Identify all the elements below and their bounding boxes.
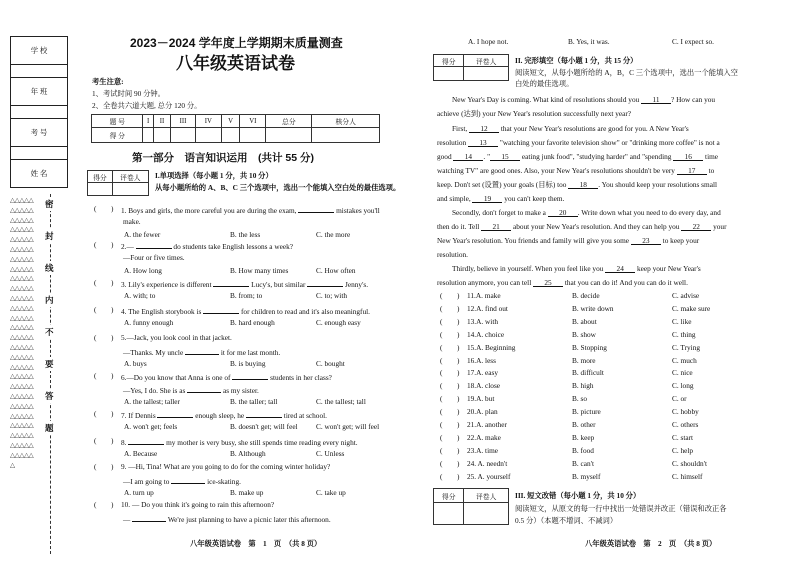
answer-option[interactable]: C. Trying	[672, 342, 700, 352]
answer-option[interactable]: C. hobby	[672, 407, 699, 417]
answer-bracket[interactable]: ( )	[440, 381, 460, 391]
score-table-header: IV	[195, 115, 221, 128]
answer-bracket[interactable]: ( )	[440, 445, 460, 455]
exam-number-blank[interactable]	[11, 147, 68, 160]
cloze-blank[interactable]: 15	[490, 153, 520, 161]
answer-option[interactable]: C. take up	[316, 488, 346, 497]
passage-line: resolution anymore, you can tell 25 that you can do it! And you can do it well.	[437, 278, 688, 287]
answer-bracket[interactable]: ( )	[440, 458, 460, 468]
answer-option[interactable]: B. myself	[572, 471, 601, 481]
answer-option[interactable]: B. picture	[572, 407, 601, 417]
section2-instruction: 白处的最佳选项。	[515, 79, 574, 88]
name-field: 姓 名	[11, 160, 68, 188]
score-cell[interactable]	[240, 128, 266, 143]
section3-instruction: 0.5 分）（本题不增词、不减词）	[515, 516, 618, 525]
exam-title: 2023－2024 学年度上学期期末质量测查	[130, 36, 343, 50]
passage-line: Secondly, don't forget to make a 20 . Write down what you need to do every day, and	[452, 208, 721, 217]
answer-option[interactable]: C. the more	[316, 230, 351, 239]
cloze-blank[interactable]: 25	[533, 279, 563, 287]
passage-line: achieve (达到) your New Year's resolution successfully next year?	[437, 109, 632, 118]
passage-line: then do it. Tell 21 about your New Year's resolution. And they can help you 22 your	[437, 222, 727, 231]
question-cont: —Thanks. My uncle it for me last month.	[123, 348, 281, 357]
answer-option[interactable]: 18.A. close	[467, 381, 501, 391]
passage-line: New Year's resolution. You friends and family will give you some 23 to keep your	[437, 236, 700, 245]
answer-option[interactable]: C. the tallest; tall	[316, 397, 366, 406]
answer-blank[interactable]	[136, 241, 172, 249]
answer-option[interactable]: A. funny enough	[124, 318, 174, 327]
score-cell[interactable]	[312, 128, 380, 143]
answer-blank[interactable]	[213, 279, 249, 287]
answer-option[interactable]: B. so	[572, 394, 588, 404]
cloze-blank[interactable]: 20	[548, 209, 578, 217]
question-stem: 4. The English storybook is for children to read and it's also meaningful.	[121, 307, 370, 316]
answer-blank[interactable]	[187, 385, 221, 393]
answer-blank[interactable]	[203, 306, 239, 314]
grader-name-label: 评卷人	[464, 489, 509, 503]
answer-option[interactable]: C. start	[672, 432, 694, 442]
answer-blank[interactable]	[298, 205, 334, 213]
answer-bracket[interactable]: ( )	[94, 305, 114, 314]
answer-option[interactable]: C. bought	[316, 359, 345, 368]
score-table-header: I	[143, 115, 153, 128]
cloze-blank[interactable]: 23	[631, 237, 661, 245]
score-table-header: V	[221, 115, 240, 128]
answer-option[interactable]: 13.A. with	[467, 316, 499, 326]
answer-option[interactable]: 17.A. easy	[467, 368, 499, 378]
answer-bracket[interactable]: ( )	[94, 409, 114, 418]
question-stem: 1. Boys and girls, the more careful you are during the exam, mistakes you'll	[121, 206, 380, 215]
answer-blank[interactable]	[128, 437, 164, 445]
question-cont: —I am going to ice-skating.	[123, 477, 241, 486]
score-cell[interactable]	[195, 128, 221, 143]
score-cell[interactable]	[153, 128, 170, 143]
seal-char: 封	[45, 231, 54, 241]
answer-option[interactable]: A. the tallest; taller	[124, 397, 180, 406]
answer-option[interactable]: B. more	[572, 355, 596, 365]
answer-option[interactable]: B. Stopping	[572, 342, 607, 352]
seal-char: 不	[45, 327, 54, 337]
answer-bracket[interactable]: ( )	[440, 342, 460, 352]
question-stem: 10. — Do you think it's going to rain this afternoon?	[121, 500, 275, 509]
question-stem: 9. —Hi, Tina! What are you going to do for the coming winter holiday?	[121, 462, 331, 471]
answer-option[interactable]: A. the fewer	[124, 230, 161, 239]
passage-line: and simple, 19 you can't keep them.	[437, 194, 565, 203]
answer-bracket[interactable]: ( )	[94, 278, 114, 287]
answer-bracket[interactable]: ( )	[94, 436, 114, 445]
answer-bracket[interactable]: ( )	[440, 291, 460, 300]
seal-char: 线	[45, 263, 54, 273]
grader-score-label: 得分	[434, 55, 464, 67]
answer-blank[interactable]	[246, 410, 282, 418]
answer-option[interactable]: C. Unless	[316, 449, 345, 458]
answer-option[interactable]: B. keep	[572, 432, 595, 442]
answer-option[interactable]: 24. A. needn't	[467, 458, 508, 468]
answer-blank[interactable]	[307, 279, 343, 287]
grader-name-cell[interactable]	[112, 183, 148, 196]
answer-option[interactable]: C. others	[672, 420, 699, 429]
answer-option[interactable]: C. or	[672, 394, 687, 404]
grader-score-cell[interactable]	[88, 183, 113, 196]
school-blank[interactable]	[11, 65, 68, 78]
answer-option[interactable]: B. from; to	[230, 291, 263, 300]
grader-score-cell[interactable]	[434, 503, 464, 525]
passage-line: good 14 . " 15 eating junk food", "studying harder" and "spending 16 time	[437, 152, 719, 161]
answer-option[interactable]: B. about	[572, 316, 597, 326]
exam-number-field: 考 号	[11, 119, 68, 147]
score-table-header: VI	[240, 115, 266, 128]
section2-title: II. 完形填空（每小题 1 分，共 15 分）	[515, 56, 638, 65]
question-stem: 5.—Jack, you look cool in that jacket.	[121, 333, 232, 342]
grader-box	[433, 488, 509, 525]
grader-score-cell[interactable]	[434, 67, 464, 81]
answer-option[interactable]: C. advise	[672, 291, 700, 300]
binding-strip	[4, 14, 86, 544]
class-field: 年 班	[11, 78, 68, 106]
answer-blank[interactable]	[232, 372, 268, 380]
answer-option[interactable]: C. enough easy	[316, 318, 361, 327]
answer-option[interactable]: B. food	[572, 445, 594, 455]
answer-option[interactable]: C. help	[672, 445, 694, 455]
answer-option[interactable]: 23.A. time	[467, 445, 499, 455]
q10-option: B. Yes, it was.	[568, 37, 610, 46]
answer-blank[interactable]	[157, 410, 193, 418]
score-table-header: 题 号	[92, 115, 143, 128]
passage-line: Thirdly, believe in yourself. When you feel like you 24 keep your New Year's	[452, 264, 701, 273]
answer-option[interactable]: 11.A. make	[467, 291, 501, 300]
class-blank[interactable]	[11, 106, 68, 119]
answer-option[interactable]: B. other	[572, 420, 596, 429]
passage-line: watching TV" are good ones. Also, your New Year's resolutions shouldn't be very 17 to	[437, 166, 715, 175]
part1-title: 第一部分 语言知识运用 (共计 55 分)	[132, 152, 315, 164]
answer-bracket[interactable]: ( )	[94, 333, 114, 342]
answer-bracket[interactable]: ( )	[440, 471, 460, 481]
answer-option[interactable]: B. show	[572, 329, 596, 339]
answer-option[interactable]: B. hard enough	[230, 318, 275, 327]
question-stem: 8. my mother is very busy, she still spends time reading every night.	[121, 438, 358, 447]
section3-title: III. 短文改错（每小题 1 分，共 10 分）	[515, 491, 641, 500]
cloze-blank[interactable]: 24	[605, 265, 635, 273]
question-cont: make.	[123, 217, 141, 226]
answer-option[interactable]: 19.A. but	[467, 394, 495, 404]
notes-heading: 考生注意:	[92, 77, 124, 86]
answer-option[interactable]: C. long	[672, 381, 694, 391]
answer-blank[interactable]	[171, 476, 205, 484]
section1-title: I.单项选择（每小题 1 分，共 10 分）	[155, 171, 273, 180]
question-stem: 7. If Dennis enough sleep, he tired at school.	[121, 411, 327, 420]
answer-option[interactable]: A. How long	[124, 266, 162, 275]
answer-option[interactable]: B. high	[572, 381, 594, 391]
score-table-header: 总分	[266, 115, 312, 128]
answer-option[interactable]: C. thing	[672, 329, 696, 339]
answer-bracket[interactable]: ( )	[440, 420, 460, 429]
paper-title: 八年级英语试卷	[176, 54, 295, 73]
answer-option[interactable]: B. is buying	[230, 359, 266, 368]
seal-char: 密	[45, 199, 54, 209]
passage-line: resolution.	[437, 250, 469, 259]
cloze-blank[interactable]: 12	[469, 125, 499, 133]
answer-option[interactable]: A. won't get; feels	[124, 422, 178, 431]
score-table-header: II	[153, 115, 170, 128]
cloze-blank[interactable]: 14	[453, 153, 483, 161]
passage-line: New Year's Day is coming. What kind of resolutions should you 11 ? How can you	[452, 95, 716, 104]
section1-instruction: 从每小题所给的 A、B、C 三个选项中，选出一个能填入空白处的最佳选项。	[155, 183, 401, 192]
question-stem: 3. Lily's experience is different Lucy's, but similar Jenny's.	[121, 280, 369, 289]
cloze-blank[interactable]: 11	[641, 96, 671, 104]
grader-name-cell[interactable]	[464, 67, 509, 81]
answer-bracket[interactable]: ( )	[94, 462, 114, 471]
answer-option[interactable]: B. Although	[230, 449, 266, 458]
answer-bracket[interactable]: ( )	[94, 500, 114, 509]
score-cell[interactable]	[266, 128, 312, 143]
score-cell[interactable]	[143, 128, 153, 143]
answer-option[interactable]: B. the taller; tall	[230, 397, 278, 406]
school-field: 学 校	[11, 37, 68, 65]
cloze-blank[interactable]: 22	[681, 223, 711, 231]
cloze-blank[interactable]: 21	[481, 223, 511, 231]
grader-name-cell[interactable]	[464, 503, 509, 525]
question-stem: 6.—Do you know that Anna is one of students in her class?	[121, 373, 332, 382]
score-row-label: 得 分	[92, 128, 143, 143]
section3-instruction: 阅读短文，从原文的每一行中找出一处错误并改正（错误和改正各	[515, 504, 727, 513]
answer-option[interactable]: C. like	[672, 316, 692, 326]
answer-option[interactable]: 14.A. choice	[467, 329, 505, 339]
note-item: 2、全卷共六道大题, 总分 120 分。	[92, 101, 202, 110]
cloze-blank[interactable]: 18	[568, 181, 598, 189]
passage-line: First, 12 that your New Year's resolutions are good for you. A New Year's	[452, 124, 689, 133]
answer-option[interactable]: B. write down	[572, 303, 614, 313]
answer-option[interactable]: A. Because	[124, 449, 158, 458]
cloze-blank[interactable]: 17	[677, 167, 707, 175]
answer-option[interactable]: A. with; to	[124, 291, 156, 300]
answer-option[interactable]: C. nice	[672, 368, 693, 378]
answer-bracket[interactable]: ( )	[94, 204, 114, 213]
answer-option[interactable]: A. buys	[124, 359, 147, 368]
answer-bracket[interactable]: ( )	[440, 303, 460, 313]
answer-bracket[interactable]: ( )	[440, 329, 460, 339]
section2-instruction: 阅读短文，从每小题所给的 A，B，C 三个选项中，选出一个能填入空	[515, 68, 738, 77]
answer-option[interactable]: B. difficult	[572, 368, 604, 378]
question-cont: —Yes, I do. She is as as my sister.	[123, 386, 259, 395]
score-table	[91, 114, 380, 143]
answer-option[interactable]: 20.A. plan	[467, 407, 498, 417]
grader-box	[433, 54, 509, 81]
answer-option[interactable]: C. himself	[672, 471, 703, 481]
triangle-border: △△△△△△△△△△△△△△△△△△△△△△△△△△△△△△△△△△△△△△△△△△△△△△△△△△△△△△△△△△△△△△△△△△△△△△△△△△△△△△△△△△△△△△△△△△△△△△△△△△△△△△△△△△△△△△△△△△△△△△△△△△△△△△△△△△△△△△△△	[10, 197, 34, 469]
answer-option[interactable]: 16.A. less	[467, 355, 496, 365]
question-cont: — We're just planning to have a picnic later this afternoon.	[123, 515, 331, 524]
seal-char: 题	[45, 423, 54, 433]
answer-bracket[interactable]: ( )	[94, 240, 114, 249]
answer-option[interactable]: 12.A. find out	[467, 303, 508, 313]
answer-option[interactable]: 21.A. another	[467, 420, 507, 429]
passage-line: keep. Don't set (设置) your goals (目标) too 18 . You should keep your resolutions small	[437, 180, 717, 189]
note-item: 1、考试时间 90 分钟。	[92, 89, 165, 98]
grader-name-label: 评卷人	[112, 171, 148, 183]
cloze-blank[interactable]: 13	[468, 139, 498, 147]
answer-bracket[interactable]: ( )	[440, 316, 460, 326]
answer-bracket[interactable]: ( )	[440, 432, 460, 442]
answer-option[interactable]: C. much	[672, 355, 697, 365]
seal-char: 答	[45, 391, 54, 401]
answer-option[interactable]: 25. A. yourself	[467, 471, 511, 481]
score-table-header: III	[171, 115, 196, 128]
answer-blank[interactable]	[185, 347, 219, 355]
answer-option[interactable]: A. turn up	[124, 488, 154, 497]
footer-left: 八年级英语试卷 第 1 页 （共 8 页）	[190, 539, 322, 548]
answer-bracket[interactable]: ( )	[440, 407, 460, 417]
passage-line: resolution 13 "watching your favorite television show" or "drinking more coffee" is not a	[437, 138, 720, 147]
cloze-blank[interactable]: 19	[472, 195, 502, 203]
score-cell[interactable]	[171, 128, 196, 143]
answer-bracket[interactable]: ( )	[440, 368, 460, 378]
answer-option[interactable]: B. can't	[572, 458, 594, 468]
answer-option[interactable]: 15.A. Beginning	[467, 342, 516, 352]
answer-option[interactable]: C. shouldn't	[672, 458, 707, 468]
q10-option: A. I hope not.	[468, 37, 509, 46]
grader-name-label: 评卷人	[464, 55, 509, 67]
answer-option[interactable]: B. decide	[572, 291, 600, 300]
student-info-table	[10, 36, 68, 188]
answer-bracket[interactable]: ( )	[440, 355, 460, 365]
answer-option[interactable]: B. the less	[230, 230, 261, 239]
seal-char: 要	[45, 359, 54, 369]
cloze-blank[interactable]: 16	[673, 153, 703, 161]
seal-char: 内	[45, 295, 54, 305]
grader-box	[87, 170, 149, 196]
answer-option[interactable]: C. to; with	[316, 291, 348, 300]
answer-option[interactable]: B. How many times	[230, 266, 289, 275]
question-cont: —Four or five times.	[123, 253, 185, 262]
answer-option[interactable]: B. doesn't get; will feel	[230, 422, 298, 431]
score-cell[interactable]	[221, 128, 240, 143]
footer-right: 八年级英语试卷 第 2 页 （共 8 页）	[585, 539, 717, 548]
seal-line	[50, 194, 51, 554]
answer-option[interactable]: 22.A. make	[467, 432, 501, 442]
grader-score-label: 得分	[88, 171, 113, 183]
q10-option: C. I expect so.	[672, 37, 714, 46]
answer-option[interactable]: C. won't get; will feel	[316, 422, 380, 431]
answer-option[interactable]: C. make sure	[672, 303, 711, 313]
answer-bracket[interactable]: ( )	[440, 394, 460, 404]
answer-bracket[interactable]: ( )	[94, 371, 114, 380]
answer-option[interactable]: C. How often	[316, 266, 356, 275]
score-table-header: 核分人	[312, 115, 380, 128]
question-stem: 2.— do students take English lessons a week?	[121, 242, 293, 251]
grader-score-label: 得分	[434, 489, 464, 503]
answer-blank[interactable]	[132, 514, 166, 522]
answer-option[interactable]: B. make up	[230, 488, 264, 497]
